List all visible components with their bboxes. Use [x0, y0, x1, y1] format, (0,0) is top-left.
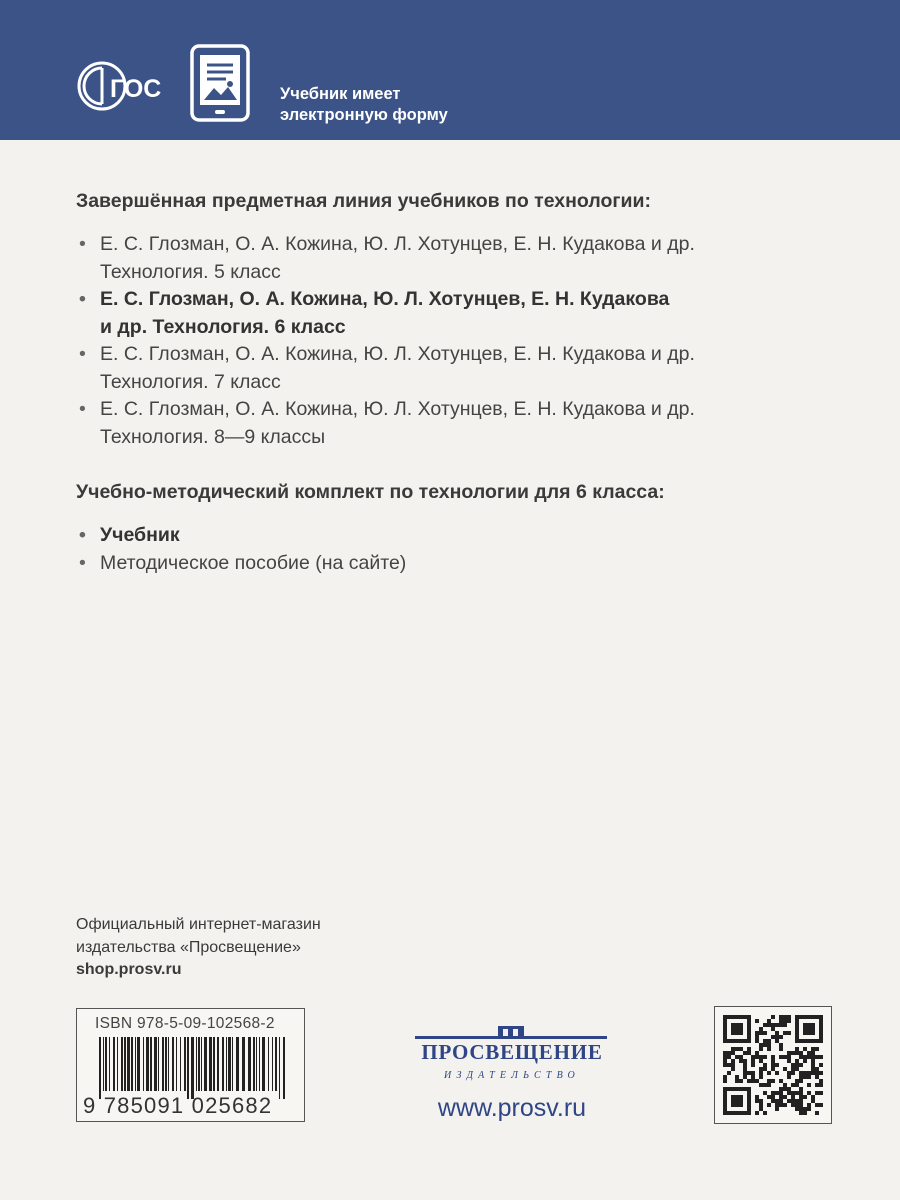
kit-heading: Учебно-методический комплект по технологии для 6 класса:	[76, 481, 665, 503]
ebook-line1: Учебник имеет	[280, 85, 401, 103]
ean-number: 9 785091 025682	[83, 1093, 273, 1118]
series-item	[76, 341, 836, 396]
series-heading: Завершённая предметная линия учебников по технологии:	[76, 190, 651, 212]
shop-info	[76, 914, 321, 982]
kit-item-manual	[76, 550, 836, 578]
series-item-current	[76, 286, 836, 341]
series-item-line2: Технология. 5 класс	[100, 260, 281, 283]
barcode-icon	[85, 1037, 295, 1099]
series-item	[76, 396, 836, 451]
kit-item-textbook	[76, 522, 836, 550]
shop-line2: издательства «Просвещение»	[76, 938, 301, 956]
publisher-name: ПРОСВЕЩЕНИЕ	[421, 1040, 603, 1064]
main-content	[76, 190, 836, 577]
series-item-line2: и др. Технология. 6 класс	[100, 315, 346, 338]
kit-item-label: Учебник	[100, 524, 180, 546]
qr-code-box	[714, 1006, 832, 1124]
series-item-line2: Технология. 7 класс	[100, 370, 281, 393]
tablet-icon	[190, 44, 250, 122]
bullet-icon: •	[79, 398, 86, 420]
series-item-line2: Технология. 8—9 классы	[100, 425, 326, 448]
fgos-label: ГОС	[110, 75, 162, 103]
isbn-barcode-box	[76, 1008, 305, 1122]
kit-item-label: Методическое пособие (на сайте)	[100, 551, 407, 574]
shop-line1: Официальный интернет-магазин	[76, 916, 321, 933]
publisher-url[interactable]: www.prosv.ru	[437, 1094, 587, 1122]
electronic-form-note	[280, 84, 448, 126]
publisher-subtitle: ИЗДАТЕЛЬСТВО	[444, 1070, 580, 1081]
bullet-icon: •	[79, 524, 86, 546]
fgos-logo-icon	[76, 60, 172, 112]
series-item-line1: Е. С. Глозман, О. А. Кожина, Ю. Л. Хотунцев, Е. Н. Кудакова и др.	[100, 233, 695, 255]
bullet-icon: •	[79, 233, 86, 255]
series-item-line1: Е. С. Глозман, О. А. Кожина, Ю. Л. Хотунцев, Е. Н. Кудакова	[100, 288, 670, 310]
kit-list	[76, 522, 836, 577]
shop-url[interactable]: shop.prosv.ru	[76, 961, 182, 978]
bullet-icon: •	[79, 343, 86, 365]
bullet-icon: •	[79, 551, 86, 574]
top-banner	[0, 0, 900, 140]
isbn-label: ISBN 978-5-09-102568-2	[95, 1015, 275, 1032]
series-item	[76, 231, 836, 286]
ebook-line2: электронную форму	[280, 106, 448, 124]
series-item-line1: Е. С. Глозман, О. А. Кожина, Ю. Л. Хотунцев, Е. Н. Кудакова и др.	[100, 398, 695, 420]
qr-code-icon	[723, 1015, 823, 1115]
series-item-line1: Е. С. Глозман, О. А. Кожина, Ю. Л. Хотунцев, Е. Н. Кудакова и др.	[100, 343, 695, 365]
series-list	[76, 231, 836, 451]
bullet-icon: •	[79, 288, 86, 310]
